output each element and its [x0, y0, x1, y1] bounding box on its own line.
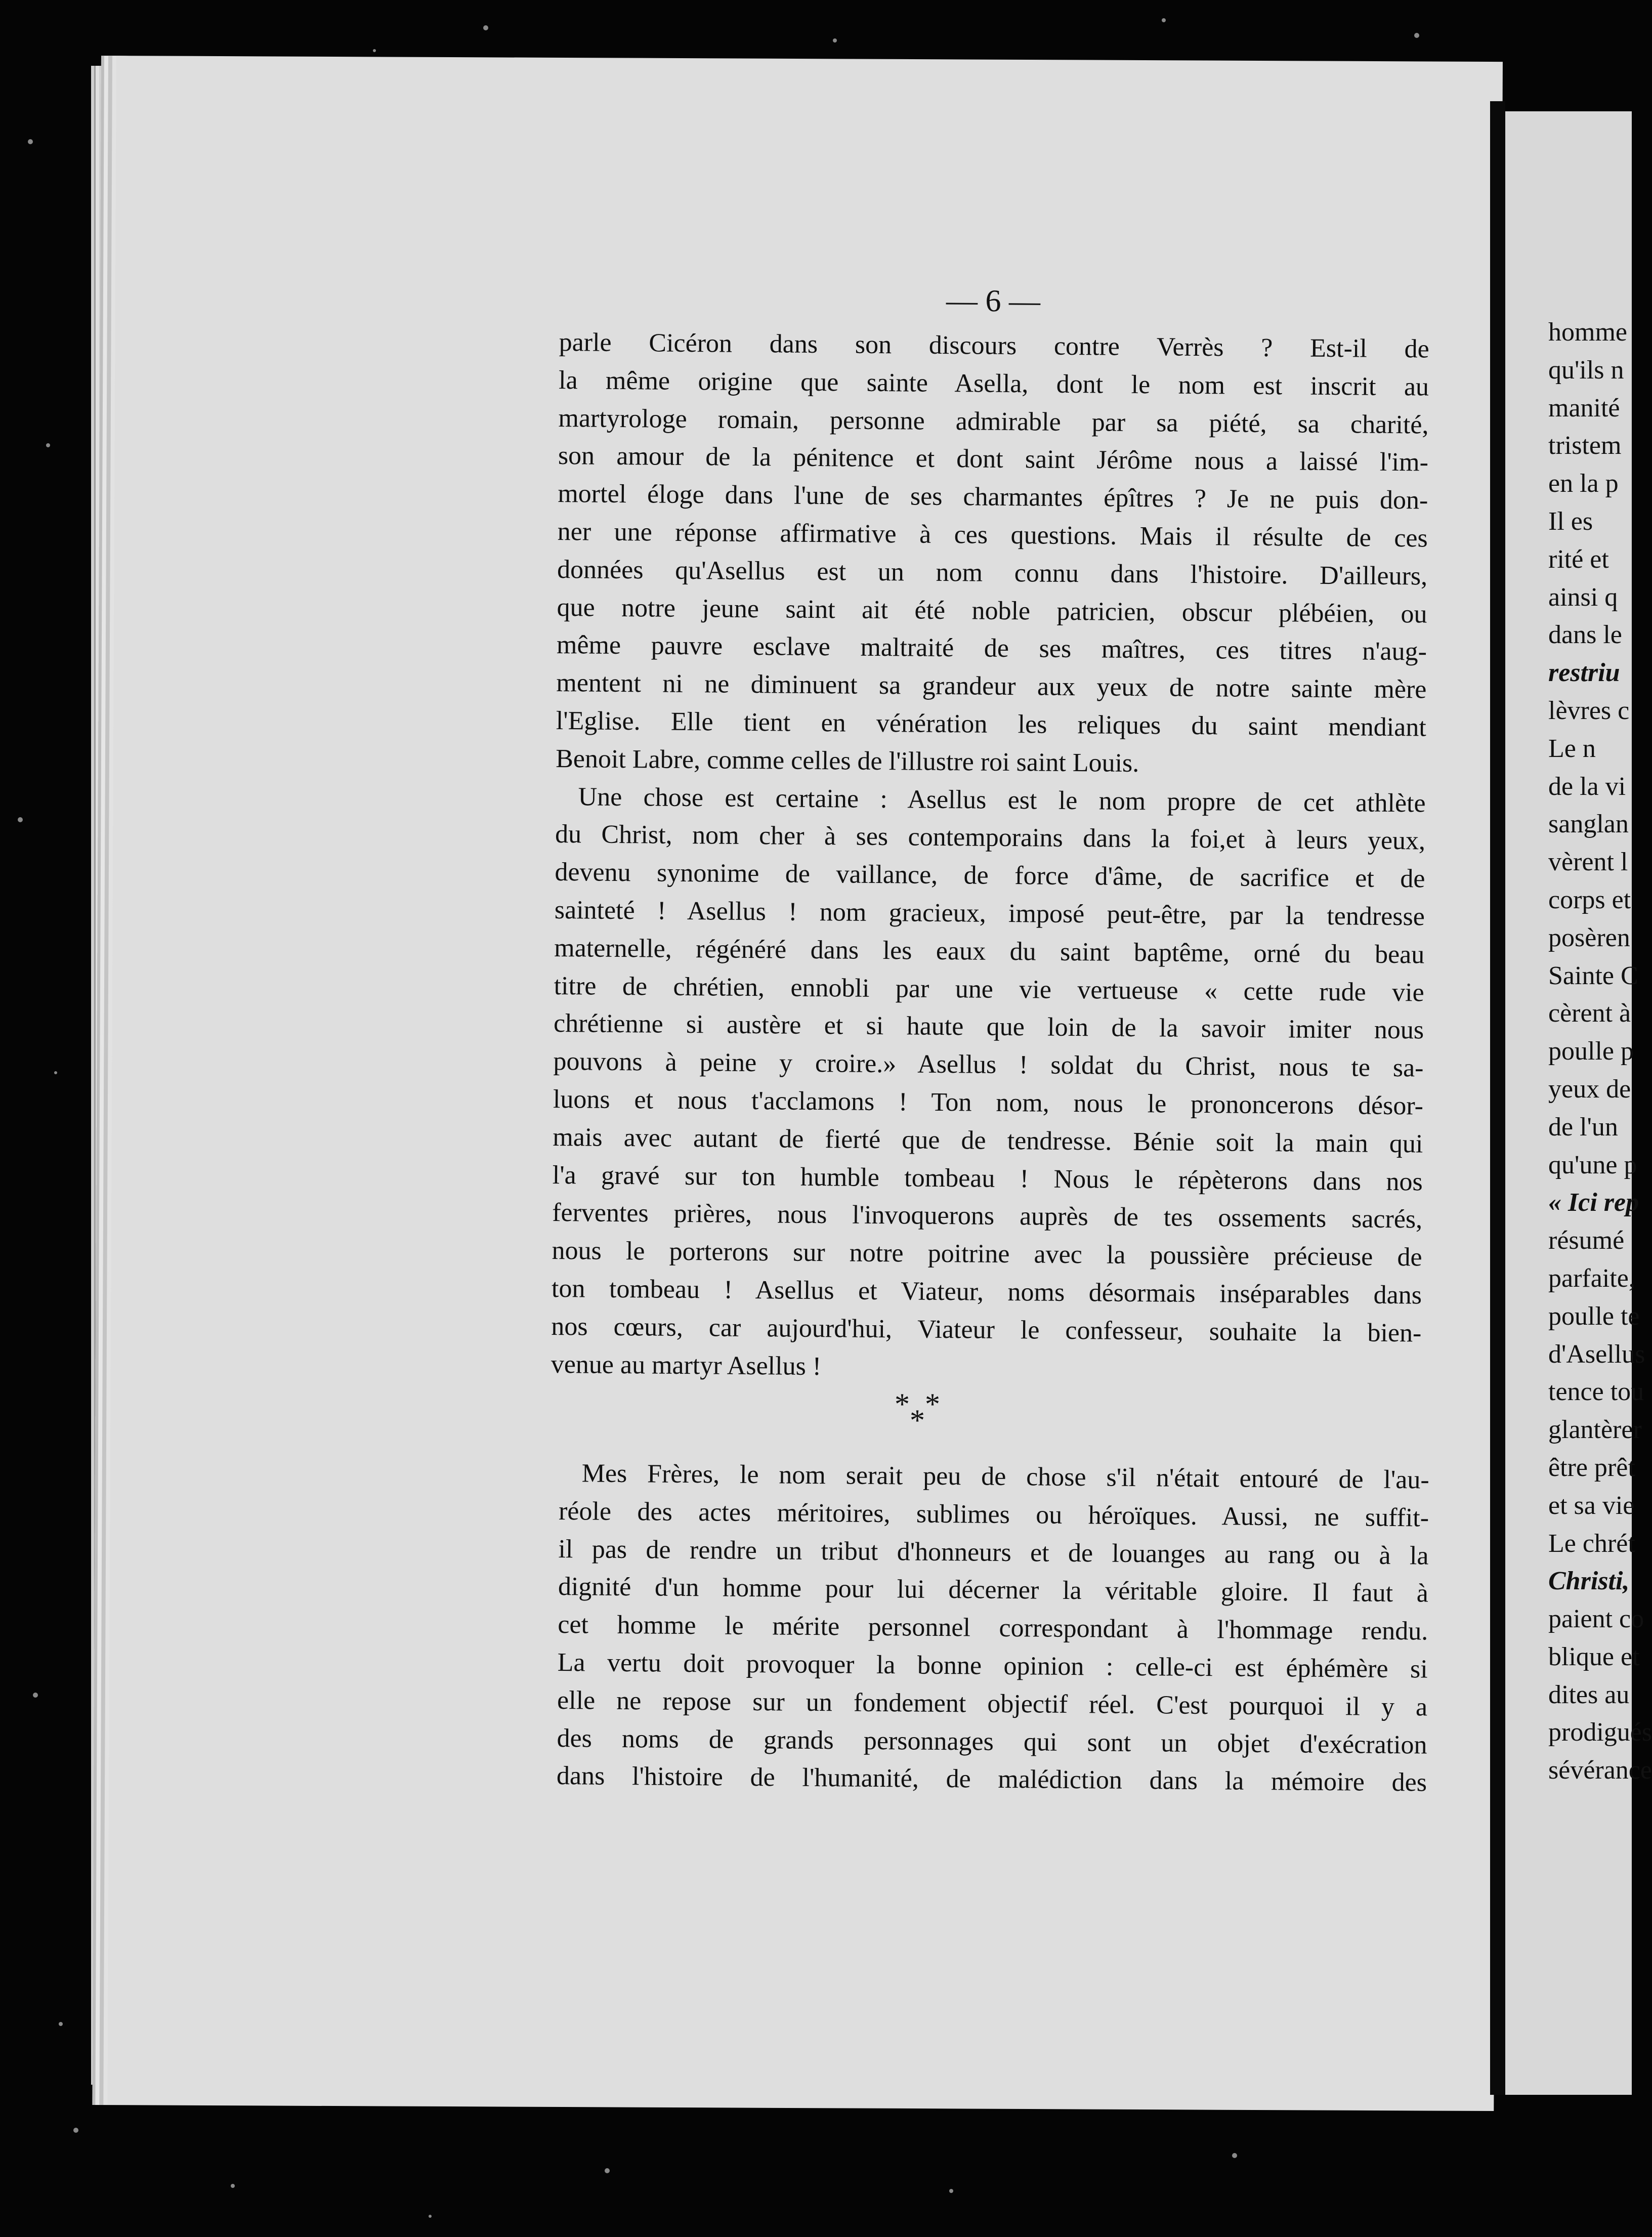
text-line-fragment: tence tou [1548, 1377, 1644, 1407]
asterisk: * [895, 1387, 910, 1421]
text-line: dignité d'un homme pour lui décerner la véritable gloire. Il faut à [558, 1572, 1429, 1608]
text-line-fragment: sévérance [1548, 1756, 1652, 1785]
text-line-fragment: Christi, [1548, 1567, 1630, 1596]
text-line: du Christ, nom cher à ses contemporains dans la foi,et à leurs yeux, [555, 820, 1426, 856]
text-line-fragment: Sainte C [1548, 961, 1638, 990]
text-line-fragment: posèren [1548, 923, 1630, 952]
text-line: mortel éloge dans l'une de ses charmantes épîtres ? Je ne puis don- [558, 479, 1428, 515]
text-line: ferventes prières, nous l'invoquerons auprès de tes ossements sacrés, [552, 1198, 1423, 1234]
text-line: parle Cicéron dans son discours contre Verrès ? Est-il de [559, 327, 1429, 364]
text-line-fragment: tristem [1548, 431, 1622, 460]
text-block-1 [551, 324, 1429, 1390]
text-line: maternelle, régénéré dans les eaux du saint baptême, orné du beau [554, 933, 1425, 969]
text-line-fragment: blique et [1548, 1642, 1640, 1671]
text-line-fragment: poulle te [1548, 1301, 1640, 1331]
text-line-fragment: de la vi [1548, 772, 1626, 801]
text-line: devenu synonime de vaillance, de force d'âme, de sacrifice et de [555, 858, 1425, 894]
text-line: données qu'Asellus est un nom connu dans l'histoire. D'ailleurs, [557, 555, 1428, 591]
text-line-fragment: yeux de [1548, 1074, 1631, 1104]
text-line-fragment: vèrent l [1548, 848, 1628, 877]
text-line: elle ne repose sur un fondement objectif réel. C'est pourquoi il y a [557, 1685, 1428, 1722]
text-line-fragment: et sa vie [1548, 1491, 1635, 1520]
text-line: titre de chrétien, ennobli par une vie vertueuse « cette rude vie [554, 971, 1424, 1007]
text-line: venue au martyr Asellus ! [550, 1349, 822, 1381]
text-line: l'a gravé sur ton humble tombeau ! Nous le répèterons dans nos [552, 1160, 1423, 1196]
text-line-fragment: « Ici rep [1548, 1188, 1639, 1217]
text-line-fragment: Le chrét [1548, 1529, 1635, 1558]
text-line: martyrologe romain, personne admirable par sa piété, sa charité, [558, 403, 1429, 440]
text-line: dans l'histoire de l'humanité, de malédiction dans la mémoire des [556, 1761, 1427, 1797]
text-line-fragment: manité [1548, 393, 1620, 423]
text-line: cet homme le mérite personnel correspondant à l'hommage rendu. [558, 1610, 1428, 1646]
text-line-fragment: être prêt [1548, 1453, 1635, 1482]
text-line: nos cœurs, car aujourd'hui, Viateur le confesseur, souhaite la bien- [551, 1312, 1422, 1348]
text-line-fragment: de l'un [1548, 1112, 1618, 1142]
text-line-fragment: poulle p [1548, 1037, 1634, 1066]
text-line-fragment: paient co [1548, 1605, 1644, 1634]
text-line-fragment: sanglan [1548, 810, 1629, 839]
text-line: ner une réponse affirmative à ces questions. Mais il résulte de ces [557, 517, 1428, 553]
paragraph [551, 778, 1426, 1390]
text-block-2 [557, 1455, 1429, 1802]
text-line-fragment: dans le [1548, 620, 1622, 650]
text-line: sainteté ! Asellus ! nom gracieux, imposé peut-être, par la tendresse [554, 895, 1425, 932]
text-line: luons et nous t'acclamons ! Ton nom, nous le prononcerons désor- [553, 1084, 1424, 1121]
text-line-fragment: Il es [1548, 507, 1593, 536]
text-line: il pas de rendre un tribut d'honneurs et de louanges au rang ou à la [558, 1534, 1429, 1571]
text-line-fragment: Le n [1548, 734, 1596, 763]
text-line: ton tombeau ! Asellus et Viateur, noms désormais inséparables dans [551, 1274, 1422, 1310]
text-line: Benoit Labre, comme celles de l'illustre roi saint Louis. [556, 744, 1139, 778]
text-line-fragment: parfaite, [1548, 1263, 1635, 1293]
text-line: que notre jeune saint ait été noble patricien, obscur plébéien, ou [557, 593, 1427, 629]
paragraph [557, 1455, 1429, 1802]
asterisk: * [910, 1404, 925, 1437]
right-page-text [1548, 314, 1652, 1790]
text-line: mais avec autant de fierté que de tendresse. Bénie soit la main qui [553, 1122, 1423, 1159]
text-line: La vertu doit provoquer la bonne opinion : celle-ci est éphémère si [557, 1648, 1428, 1684]
text-line: son amour de la pénitence et dont saint Jérôme nous a laissé l'im- [558, 441, 1429, 477]
text-line-fragment: dites au [1548, 1680, 1630, 1709]
text-line-fragment: cèrent à [1548, 999, 1631, 1028]
text-line-fragment: rité et [1548, 544, 1609, 574]
text-line: la même origine que sainte Asella, dont le nom est inscrit au [558, 365, 1429, 402]
text-line-fragment: en la p [1548, 469, 1619, 498]
text-line: chrétienne si austère et si haute que loin de la savoir imiter nous [553, 1009, 1424, 1045]
text-line: pouvons à peine y croire.» Asellus ! soldat du Christ, nous te sa- [553, 1047, 1424, 1083]
paragraph [556, 324, 1429, 785]
text-line: Une chose est certaine : Asellus est le nom propre de cet athlète [578, 782, 1426, 818]
text-line-fragment: ainsi q [1548, 582, 1618, 612]
book-gutter [1490, 101, 1505, 2095]
text-line: des noms de grands personnages qui sont un objet d'exécration [557, 1723, 1427, 1760]
section-separator [885, 1389, 951, 1440]
text-line-fragment: d'Asellus [1548, 1339, 1645, 1369]
text-line-fragment: restriu [1548, 658, 1620, 688]
text-line-fragment: lèvres c [1548, 696, 1630, 725]
text-line-fragment: prodigués [1548, 1718, 1652, 1747]
text-line: mentent ni ne diminuent sa grandeur aux yeux de notre sainte mère [556, 668, 1427, 704]
text-line-fragment: corps et [1548, 885, 1631, 914]
text-line: Mes Frères, le nom serait peu de chose s'il n'était entouré de l'au- [581, 1459, 1429, 1495]
text-line-fragment: résumé [1548, 1226, 1625, 1255]
text-line-fragment: homme [1548, 318, 1627, 347]
text-line-fragment: qu'ils n [1548, 355, 1624, 385]
text-line: réole des actes méritoires, sublimes ou héroïques. Aussi, ne suffit- [558, 1496, 1429, 1533]
text-line: l'Eglise. Elle tient en vénération les reliques du saint mendiant [556, 706, 1427, 742]
asterisk: * [925, 1387, 940, 1421]
text-line: même pauvre esclave maltraité de ses maîtres, ces titres n'aug- [556, 630, 1427, 666]
page-number: — 6 — [946, 283, 1041, 319]
text-line-fragment: glantèrer [1548, 1415, 1642, 1445]
text-line-fragment: qu'une p [1548, 1150, 1637, 1179]
text-line: nous le porterons sur notre poitrine avec la poussière précieuse de [552, 1236, 1422, 1272]
